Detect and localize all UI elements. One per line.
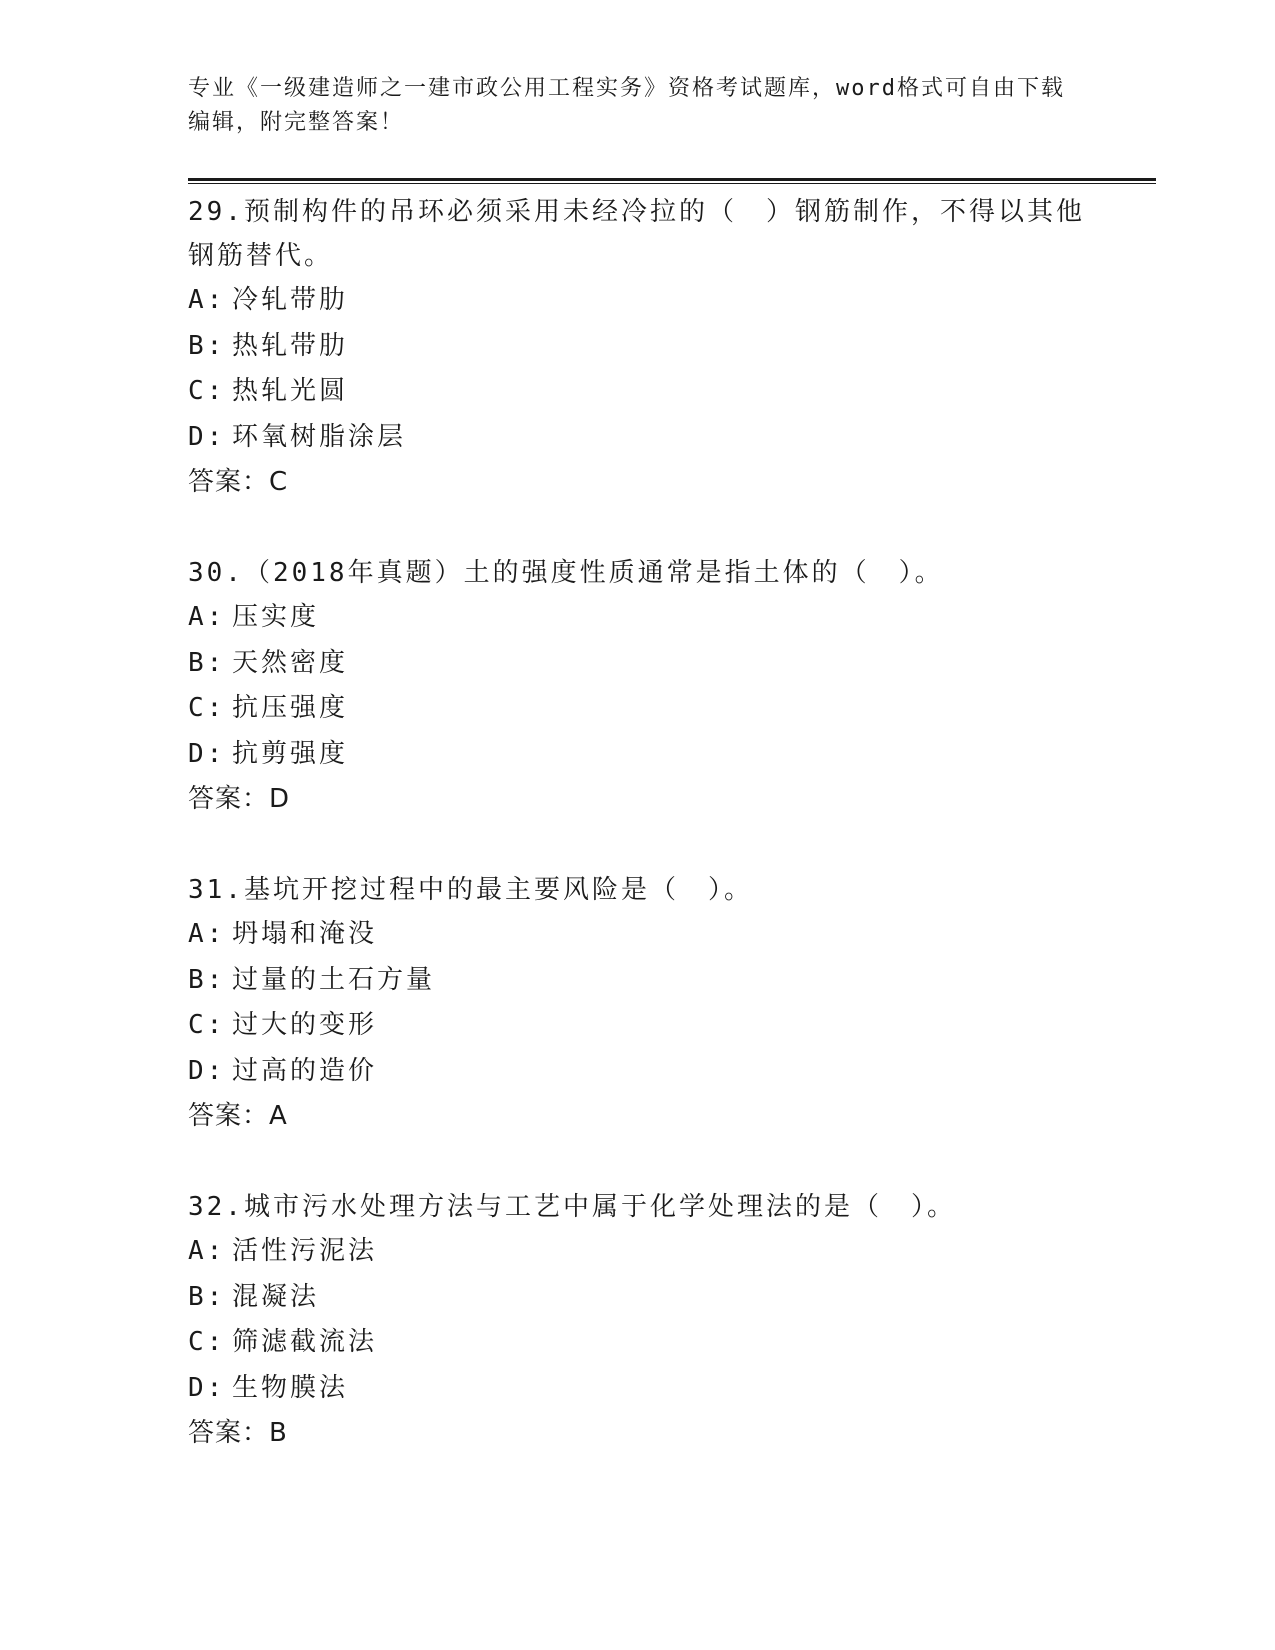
option-letter: D: — [188, 421, 226, 452]
option-text: 压实度 — [232, 602, 320, 632]
option-text: 混凝法 — [232, 1281, 320, 1312]
option-letter: D: — [188, 1055, 226, 1086]
page-header: 专业《一级建造师之一建市政公用工程实务》资格考试题库，word格式可自由下载编辑，附完整答案！ — [188, 76, 1065, 135]
option-d — [188, 415, 1088, 461]
option-c — [188, 1003, 1088, 1049]
option-a — [188, 278, 1088, 324]
option-letter: B: — [188, 330, 226, 361]
option-text: 天然密度 — [232, 647, 349, 678]
question-30 — [188, 551, 1088, 822]
answer-line: 答案：C — [188, 467, 289, 497]
question-stem: 32.城市污水处理方法与工艺中属于化学处理法的是（ ）。 — [188, 1192, 956, 1222]
option-letter: C: — [188, 1010, 226, 1040]
option-text: 活性污泥法 — [232, 1236, 378, 1266]
option-letter: A: — [188, 285, 226, 315]
option-b — [188, 641, 1088, 687]
option-text: 环氧树脂涂层 — [232, 421, 407, 452]
option-text: 热轧光圆 — [232, 376, 349, 406]
option-letter: A: — [188, 919, 226, 949]
option-text: 生物膜法 — [232, 1372, 349, 1403]
option-text: 过大的变形 — [232, 1010, 378, 1040]
question-29 — [188, 190, 1088, 505]
option-letter: C: — [188, 1327, 226, 1357]
option-letter: B: — [188, 964, 226, 995]
option-letter: A: — [188, 1236, 226, 1266]
option-c — [188, 686, 1088, 732]
answer-line: 答案：B — [188, 1418, 288, 1448]
option-letter: A: — [188, 602, 226, 632]
option-letter: B: — [188, 647, 226, 678]
option-d — [188, 1366, 1088, 1412]
answer-line: 答案：A — [188, 1101, 288, 1131]
header-divider — [188, 178, 1156, 181]
option-letter: D: — [188, 738, 226, 769]
option-text: 冷轧带肋 — [232, 285, 349, 315]
question-32 — [188, 1185, 1088, 1456]
option-d — [188, 1049, 1088, 1095]
option-b — [188, 958, 1088, 1004]
option-letter: C: — [188, 376, 226, 406]
answer-line: 答案：D — [188, 784, 291, 814]
option-c — [188, 369, 1088, 415]
question-stem: 29.预制构件的吊环必须采用未经冷拉的（ ）钢筋制作，不得以其他钢筋替代。 — [188, 197, 1085, 271]
option-d — [188, 732, 1088, 778]
option-c — [188, 1320, 1088, 1366]
option-letter: B: — [188, 1281, 226, 1312]
option-text: 筛滤截流法 — [232, 1327, 378, 1357]
option-text: 抗剪强度 — [232, 738, 349, 769]
option-letter: D: — [188, 1372, 226, 1403]
question-list — [188, 190, 1088, 1502]
option-text: 过高的造价 — [232, 1055, 378, 1086]
option-text: 过量的土石方量 — [232, 964, 436, 995]
option-b — [188, 1275, 1088, 1321]
option-text: 抗压强度 — [232, 693, 349, 723]
option-a — [188, 912, 1088, 958]
option-a — [188, 1229, 1088, 1275]
option-text: 热轧带肋 — [232, 330, 349, 361]
question-stem: 31.基坑开挖过程中的最主要风险是（ ）。 — [188, 875, 753, 905]
option-b — [188, 324, 1088, 370]
option-a — [188, 595, 1088, 641]
question-stem: 30.（2018年真题）土的强度性质通常是指土体的（ ）。 — [188, 558, 944, 588]
question-31 — [188, 868, 1088, 1139]
option-letter: C: — [188, 693, 226, 723]
option-text: 坍塌和淹没 — [232, 919, 378, 949]
